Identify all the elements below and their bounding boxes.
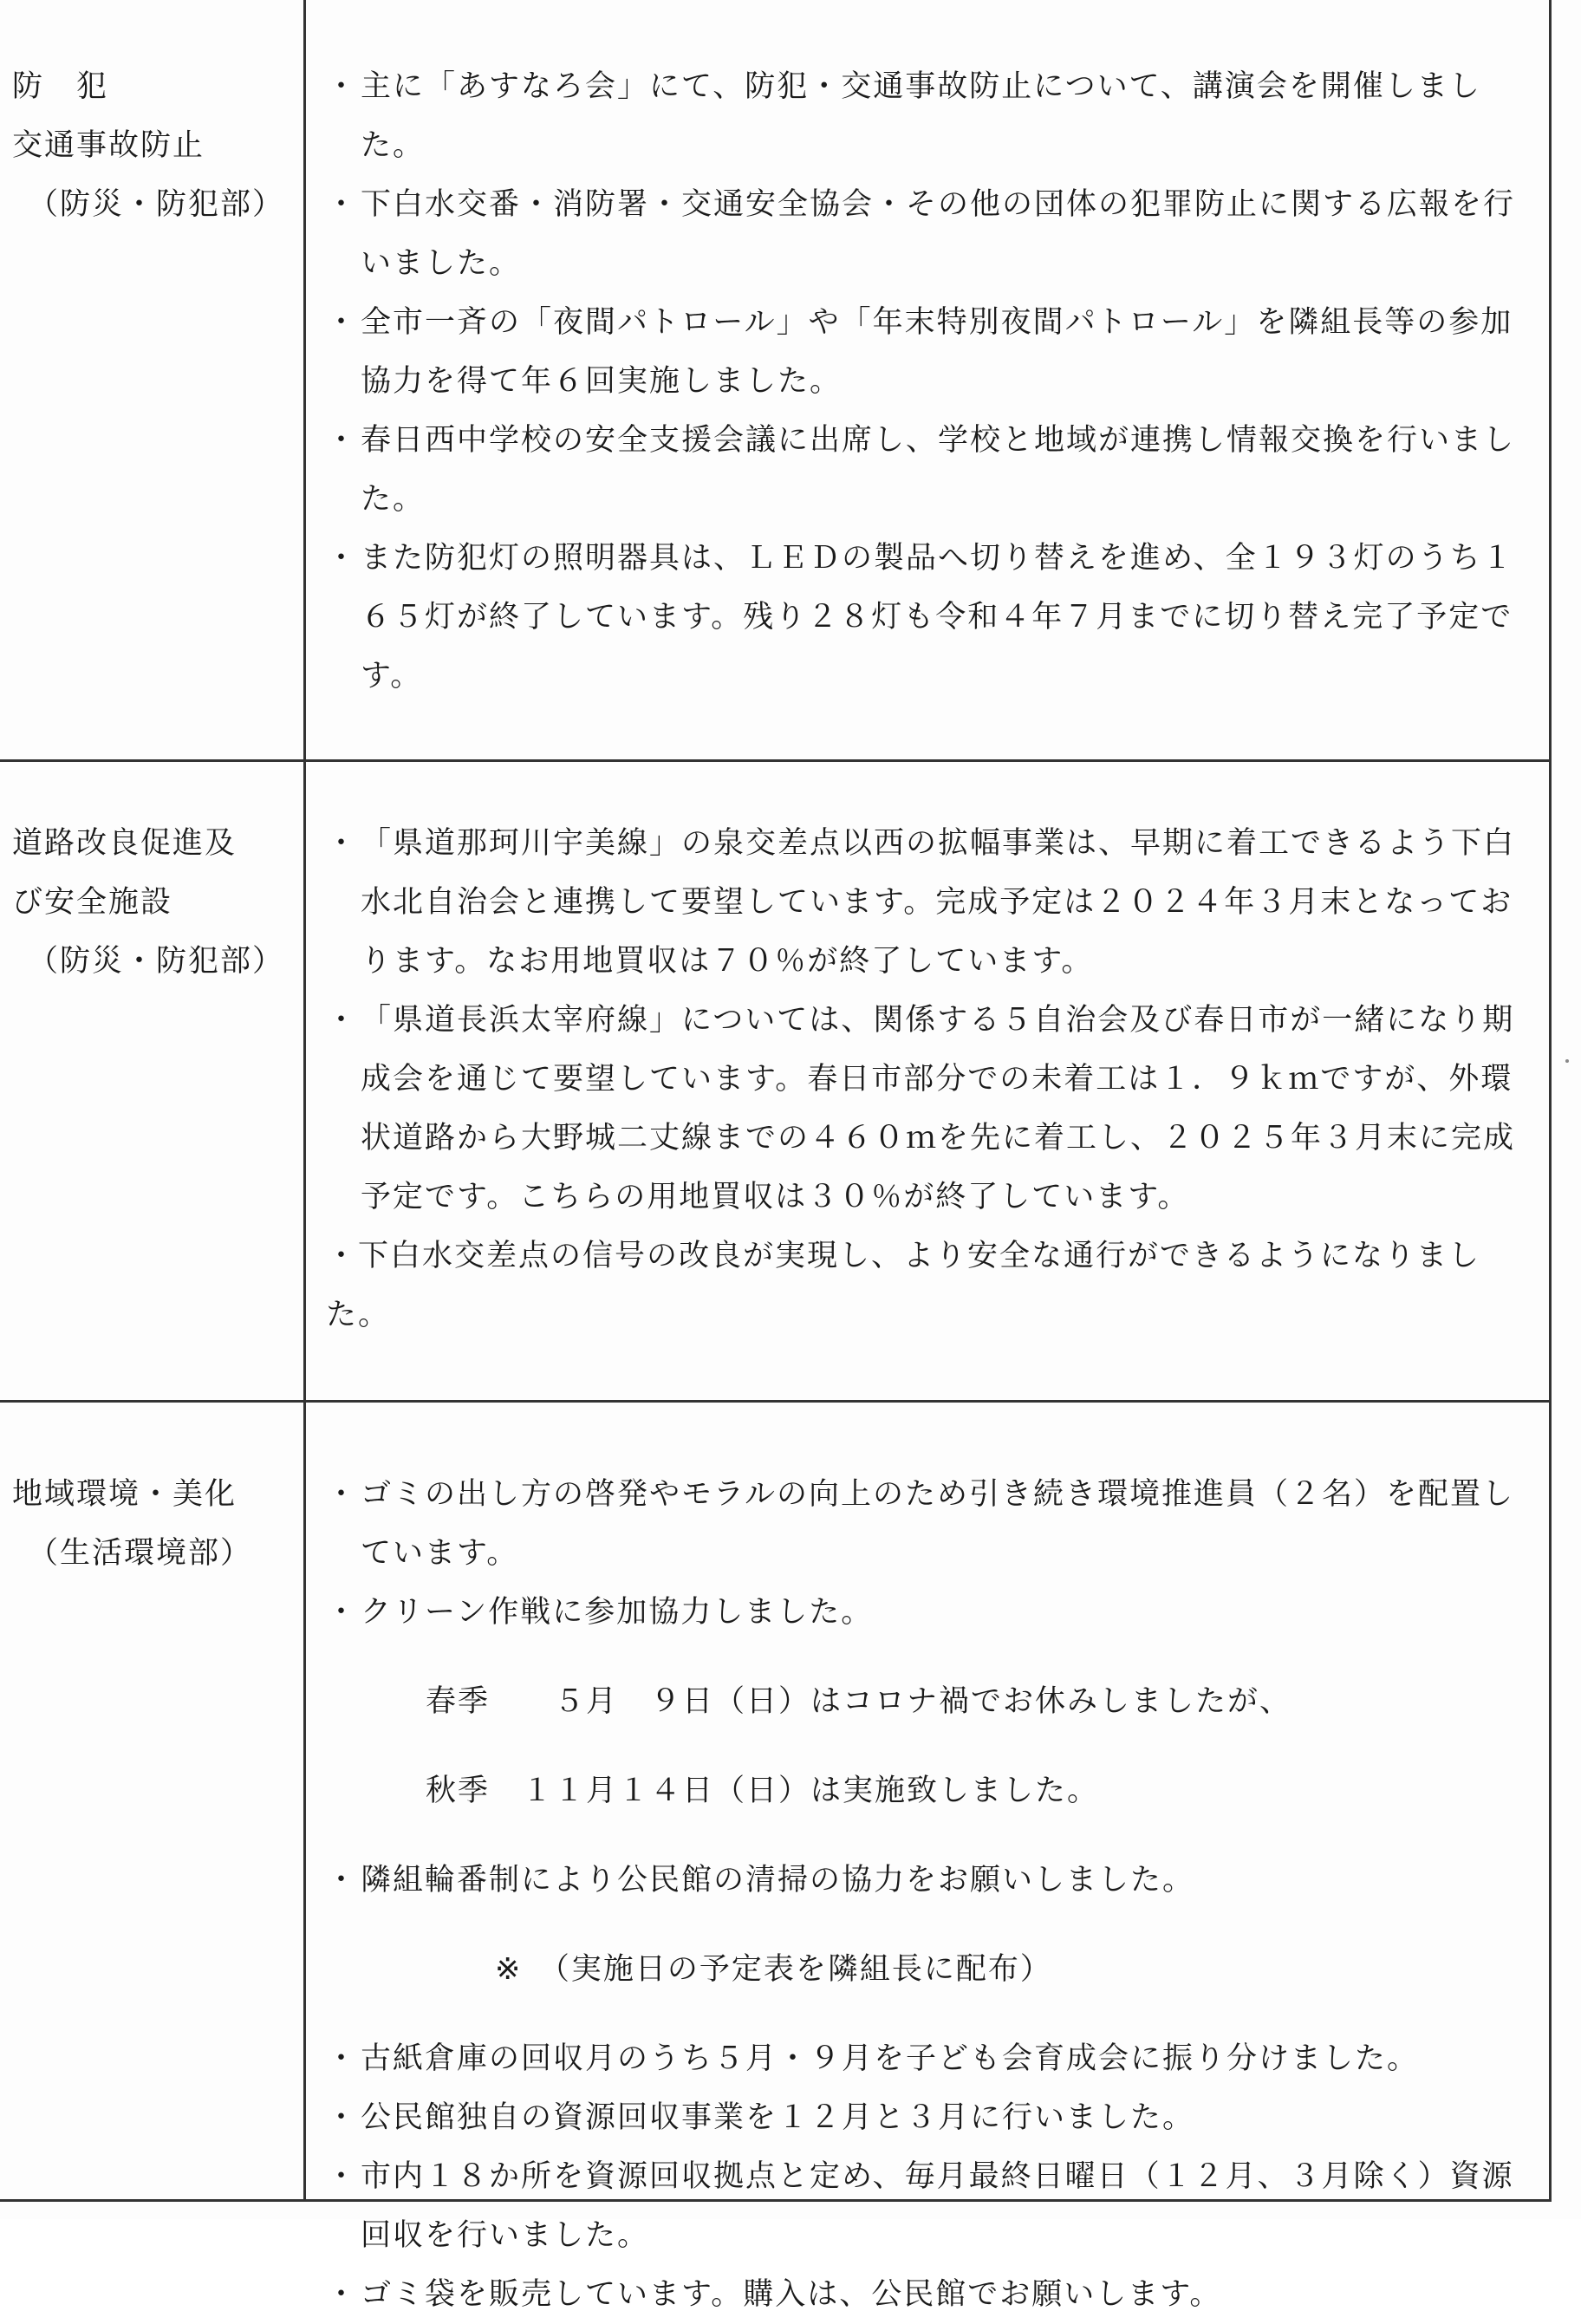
row-content [326,57,1539,706]
row-heading [12,57,298,234]
bullet-mark: ・ [326,1003,359,1038]
row-heading-line: 地域環境・美化 [12,1477,237,1512]
row-heading-line: び安全施設 [12,885,173,920]
list-item-text: 古紙倉庫の回収月のうち５月・９月を子ども会育成会に振り分けました。 [361,2041,1420,2076]
row-heading-line: 防 犯 [12,69,109,104]
list-item-text: 市内１８か所を資源回収拠点と定め、毎月最終日曜日（１２月、３月除く）資源回収を行いました。 [361,2159,1514,2253]
list-item [326,814,1539,991]
list-item [326,1851,1539,1910]
list-item-text: 春日西中学校の安全支援会議に出席し、学校と地域が連携し情報交換を行いました。 [361,423,1516,517]
list-item [326,2029,1539,2088]
list-item [326,411,1539,529]
list-item [326,1227,1539,1344]
list-item-text: クリーン作戦に参加協力しました。 [361,1595,874,1630]
bullet-mark: ・ [326,2041,359,2076]
list-item [326,2088,1539,2147]
bullet-mark: ・ [326,826,359,861]
list-item [326,991,1539,1227]
bullet-mark: ・ [326,2159,359,2194]
list-item [326,1465,1539,1583]
row-content [326,1465,1539,2324]
list-item-text: 「県道長浜太宰府線」については、関係する５自治会及び春日市が一緒になり期成会を通じて要望しています。春日市部分での未着工は１．９ｋｍですが、外環状道路から大野城二丈線までの４６０ｍを先に着工し、２０２５年３月末に完成予定です。こちらの用地買収は３０％が終了しています。 [361,1003,1516,1214]
table-row-road-improvement [0,762,1552,1400]
note-line: ※ （実施日の予定表を隣組長に配布） [495,1952,1052,1987]
bullet-mark: ・ [326,1477,359,1512]
list-item-text: ゴミの出し方の啓発やモラルの向上のため引き続き環境推進員（２名）を配置しています。 [361,1477,1514,1571]
list-item-text: 全市一斉の「夜間パトロール」や「年末特別夜間パトロール」を隣組長等の参加協力を得て年６回実施しました。 [361,305,1513,399]
list-item-text: また防犯灯の照明器具は、ＬＥＤの製品へ切り替えを進め、全１９３灯のうち１６５灯が終了しています。残り２８灯も令和４年７月までに切り替え完了予定です。 [361,541,1514,693]
row-content [326,814,1539,1344]
list-item-text: 下白水交差点の信号の改良が実現し、より安全な通行ができるようになりました。 [326,1239,1481,1332]
list-item [326,175,1539,293]
row-heading-department: （防災・防犯部） [28,944,285,979]
list-item [326,529,1539,706]
list-item-text: 「県道那珂川宇美線」の泉交差点以西の拡幅事業は、早期に着工できるよう下白水北自治会と連携して要望しています。完成予定は２０２４年３月末となっております。なお用地買収は７０％が終了しています。 [361,826,1516,979]
bullet-mark: ・ [326,69,359,104]
bullet-mark: ・ [326,1595,359,1630]
row-heading-department: （生活環境部） [28,1536,253,1571]
bullet-mark: ・ [326,2277,359,2312]
bullet-mark: ・ [326,541,359,576]
scan-speck [1565,1059,1569,1063]
row-heading-line: 交通事故防止 [12,128,205,163]
bullet-mark: ・ [326,2100,359,2135]
list-item [326,1583,1539,1642]
list-item-text: 下白水交番・消防署・交通安全協会・その他の団体の犯罪防止に関する広報を行いました。 [361,187,1516,281]
row-heading-department: （防災・防犯部） [28,187,285,222]
list-item-text: ゴミ袋を販売しています。購入は、公民館でお願いします。 [361,2277,1222,2312]
list-item-text: 主に「あすなろ会」にて、防犯・交通事故防止について、講演会を開催しました。 [361,69,1481,163]
bullet-mark: ・ [326,305,359,340]
list-item [326,57,1539,175]
list-item [326,293,1539,411]
schedule-line-autumn: 秋季 １１月１４日（日）は実施致しました。 [426,1774,1100,1808]
bullet-mark: ・ [326,423,359,458]
bullet-mark: ・ [326,1863,359,1898]
row-heading [12,814,298,991]
schedule-line-spring: 春季 ５月 ９日（日）はコロナ禍でお休みしましたが、 [426,1684,1292,1719]
row-heading-line: 道路改良促進及 [12,826,237,861]
table-row-environment [0,1403,1552,2312]
bullet-mark: ・ [326,187,359,222]
row-heading [12,1465,298,1583]
table-row-crime-prevention [0,0,1552,759]
list-item [326,2265,1539,2324]
bullet-mark: ・ [326,1239,359,1273]
list-item-text: 公民館独自の資源回収事業を１２月と３月に行いました。 [361,2100,1195,2135]
list-item [326,2147,1539,2265]
list-item-text: 隣組輪番制により公民館の清掃の協力をお願いしました。 [361,1863,1195,1898]
